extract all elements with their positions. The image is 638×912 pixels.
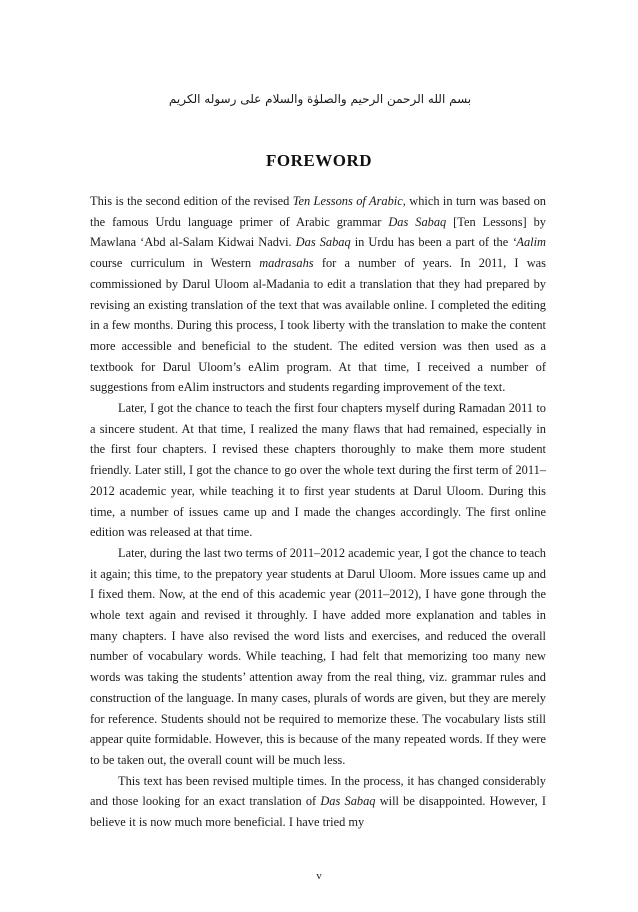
text-run: for a number of years. In 2011, I was commissioned by Darul Uloom al-Madania to edit a translation that they had prepared by revising an existing translation of the text that was available online. I completed the editing in a few months. During this process, I took liberty with the translation to make the content more accessible and beneficial to the student. The edited version was then used as a textbook for Darul Uloom’s eAlim program. At that time, I received a number of suggestions from eAlim instructors and students regarding improvement of the text. [90, 256, 546, 395]
italic-text-run: ‘Aalim [512, 235, 546, 250]
italic-text-run: Das Sabaq [295, 235, 351, 250]
text-run: This text has been revised multiple times. In the process, it has changed considerably and those looking for an exact translation of [90, 773, 546, 809]
text-run: in Urdu has been a part of the [350, 235, 513, 250]
page-title: FOREWORD [266, 151, 372, 170]
foreword-body [90, 191, 546, 833]
text-run: course curriculum in Western [90, 256, 260, 271]
text-run: , which in turn was based on the famous Urdu language primer of Arabic grammar [90, 194, 547, 229]
text-run: Later, during the last two terms of 2011–2012 academic year, I got the chance to teach it again; this time, to the prepatory year students at Darul Uloom. More issues came up and I fixed them. Now, at the end of this academic year (2011–2012), I have gone through the whole text again and revised it throughly. I have added more explanation and tables in many chapters. I have also revised the word lists and exercises, and reduced the overall number of vocabulary words. While teaching, I had felt that memorizing too many new words was taking the students’ attention away from the real thing, viz. grammar rules and construction of the language. In many cases, plurals of words are given, but they are merely for reference. Students should not be required to memorize these. The vocabulary lists still appear quite formidable. However, this is because of the many repeated words. If they were to be taken out, the overall count will be much less. [90, 545, 546, 767]
italic-text-run: Das Sabaq [388, 214, 447, 229]
text-run: will be disappointed. However, I believe it is now much more beneficial. I have tried my [90, 794, 546, 830]
text-run: This is the second edition of the revised [90, 194, 293, 208]
paragraph-1 [90, 191, 546, 398]
italic-text-run: madrasahs [259, 256, 314, 271]
italic-text-run: Das Sabaq [320, 794, 376, 809]
text-run: [Ten Lessons] by Mawlana ‘Abd al-Salam Kidwai Nadvi. [90, 214, 546, 250]
page-number: v [316, 870, 322, 882]
bismillah-invocation: بسم الله الرحمن الرحيم والصلوٰة والسلام على رسوله الكريم [168, 92, 472, 106]
paragraph-3 [90, 543, 546, 771]
text-run: Later, I got the chance to teach the first four chapters myself during Ramadan 2011 to a sincere student. At that time, I realized the many flaws that had remained, especially in the first four chapters. I revised these chapters thoroughly to make them more student friendly. Later still, I got the chance to go over the whole text during the first term of 2011–2012 academic year, while teaching it to first year students at Darul Uloom. During this time, a number of issues came up and I made the changes accordingly. The first online edition was released at that time. [90, 401, 546, 540]
paragraph-4 [90, 771, 546, 833]
italic-text-run: Ten Lessons of Arabic [292, 194, 403, 208]
paragraph-2 [90, 398, 546, 543]
